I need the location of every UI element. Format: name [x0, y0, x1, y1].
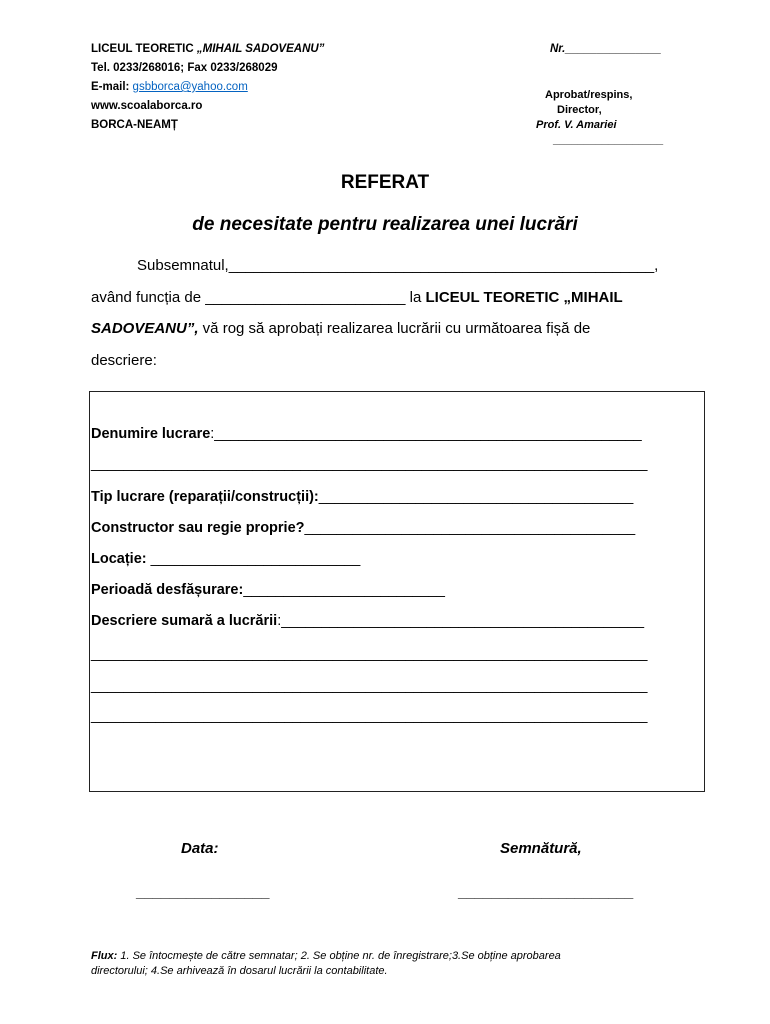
- document-title: REFERAT: [340, 172, 430, 193]
- data-label: Data:: [181, 840, 219, 857]
- descriere-line-3[interactable]: _____________________________________________________________________: [91, 708, 648, 724]
- registration-number: Nr._______________: [550, 43, 662, 55]
- tip-label: Tip lucrare (reparații/construcții):: [91, 489, 319, 505]
- locatie-line: __________________________: [146, 551, 361, 567]
- director-name: Prof. V. Amariei: [536, 119, 617, 131]
- school-email: [91, 78, 248, 97]
- descriere-line: :_____________________________________________: [277, 613, 645, 629]
- perioada-label: Perioadă desfășurare:: [91, 582, 244, 598]
- constructor-label: Constructor sau regie proprie?: [91, 520, 305, 536]
- intro-line-2: [91, 289, 623, 306]
- data-line[interactable]: ________________: [136, 884, 270, 901]
- intro-line-3: [91, 320, 590, 337]
- field-tip-lucrare[interactable]: [91, 489, 633, 505]
- school-location: BORCA-NEAMȚ: [91, 119, 178, 131]
- school-prefix: LICEUL TEORETIC: [91, 43, 197, 55]
- denumire-line: :_____________________________________________________: [210, 426, 642, 442]
- locatie-label: Locație:: [91, 551, 147, 567]
- tip-line: _______________________________________: [318, 489, 634, 505]
- denumire-label: Denumire lucrare: [91, 426, 211, 442]
- school-name-italic: „MIHAIL SADOVEANU”: [196, 43, 325, 55]
- document-subtitle: de necesitate pentru realizarea unei lucrări: [192, 214, 578, 235]
- approval-status: Aprobat/respins,: [545, 89, 633, 101]
- email-link[interactable]: gsbborca@yahoo.com: [132, 81, 248, 93]
- school-website: www.scoalaborca.ro: [91, 100, 203, 112]
- flux-label: Flux:: [91, 950, 118, 962]
- denumire-extra-line[interactable]: _____________________________________________________________________: [91, 456, 648, 472]
- perioada-line: _________________________: [243, 582, 445, 598]
- intro-school-end: SADOVEANU”,: [91, 320, 199, 337]
- school-phone: Tel. 0233/268016; Fax 0233/268029: [91, 62, 278, 74]
- flux-text-1: 1. Se întocmește de către semnatar; 2. Se obține nr. de înregistrare;3.Se obține aprobarea: [117, 950, 561, 962]
- email-label: E-mail:: [91, 81, 133, 93]
- field-descriere[interactable]: [91, 613, 644, 629]
- intro-function: având funcția de ________________________ la: [91, 289, 426, 306]
- field-perioada[interactable]: [91, 582, 445, 598]
- intro-line-1: Subsemnatul,___________________________________________________,: [137, 257, 659, 274]
- intro-school: LICEUL TEORETIC „MIHAIL: [425, 289, 623, 306]
- intro-request: vă rog să aprobați realizarea lucrării cu următoarea fișă de: [198, 320, 591, 337]
- school-name: [91, 40, 324, 59]
- field-constructor[interactable]: [91, 520, 635, 536]
- approval-signature-line: __________________: [553, 134, 664, 146]
- descriere-line-1[interactable]: _____________________________________________________________________: [91, 646, 648, 662]
- flux-line-1: [91, 950, 561, 962]
- flux-line-2: directorului; 4.Se arhivează în dosarul lucrării la contabilitate.: [91, 965, 388, 977]
- field-denumire[interactable]: [91, 426, 642, 442]
- descriere-label: Descriere sumară a lucrării: [91, 613, 278, 629]
- constructor-line: _________________________________________: [304, 520, 636, 536]
- descriere-line-2[interactable]: _____________________________________________________________________: [91, 678, 648, 694]
- intro-line-4: descriere:: [91, 352, 157, 369]
- semnatura-label: Semnătură,: [500, 840, 582, 857]
- field-locatie[interactable]: [91, 551, 360, 567]
- approval-role: Director,: [557, 104, 602, 116]
- semnatura-line[interactable]: _____________________: [458, 884, 634, 901]
